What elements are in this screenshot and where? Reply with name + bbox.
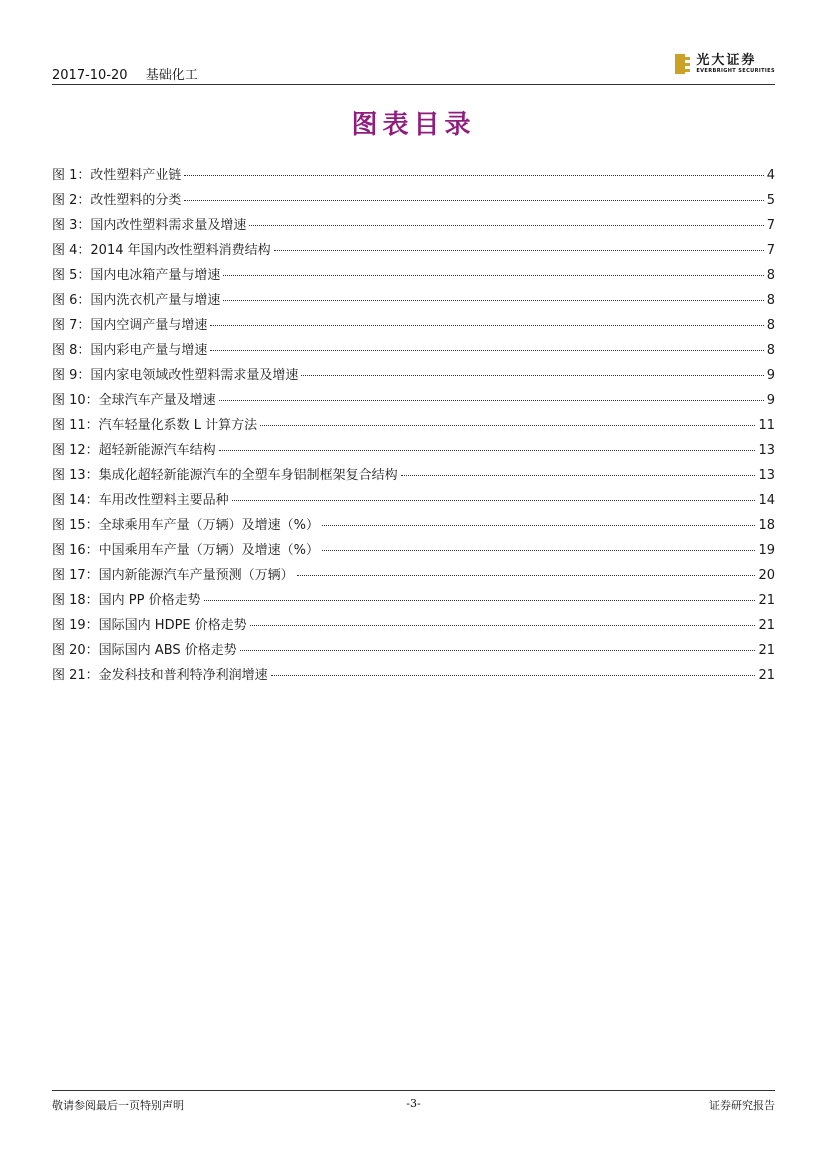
toc-entry-page[interactable]: 11 bbox=[758, 418, 775, 433]
toc-entry[interactable] bbox=[52, 614, 775, 639]
toc-entry-label[interactable]: 图 19：国际国内 HDPE 价格走势 bbox=[52, 618, 247, 633]
toc-entry[interactable] bbox=[52, 164, 775, 189]
toc-entry-label[interactable]: 图 7：国内空调产量与增速 bbox=[52, 318, 208, 333]
toc-dot-leader bbox=[240, 649, 756, 651]
toc-entry-page[interactable]: 19 bbox=[758, 543, 775, 558]
toc-entry[interactable] bbox=[52, 439, 775, 464]
toc-dot-leader bbox=[297, 574, 756, 576]
toc-entry[interactable] bbox=[52, 289, 775, 314]
toc-dot-leader bbox=[184, 174, 763, 176]
toc-entry[interactable] bbox=[52, 639, 775, 664]
company-logo bbox=[675, 52, 775, 76]
toc-entry[interactable] bbox=[52, 264, 775, 289]
toc-entry-page[interactable]: 14 bbox=[758, 493, 775, 508]
toc-entry-page[interactable]: 21 bbox=[758, 643, 775, 658]
toc-dot-leader bbox=[250, 624, 756, 626]
toc-entry-label[interactable]: 图 8：国内彩电产量与增速 bbox=[52, 343, 208, 358]
toc-dot-leader bbox=[271, 674, 756, 676]
toc-entry-page[interactable]: 8 bbox=[766, 343, 775, 358]
toc-entry-label[interactable]: 图 4：2014 年国内改性塑料消费结构 bbox=[52, 243, 271, 258]
toc-entry-label[interactable]: 图 9：国内家电领域改性塑料需求量及增速 bbox=[52, 368, 299, 383]
logo-mark-icon bbox=[675, 54, 691, 74]
toc-entry[interactable] bbox=[52, 339, 775, 364]
toc-dot-leader bbox=[219, 449, 756, 451]
toc-entry-label[interactable]: 图 11：汽车轻量化系数 L 计算方法 bbox=[52, 418, 258, 433]
header-topic: 基础化工 bbox=[145, 68, 198, 83]
toc-entry[interactable] bbox=[52, 664, 775, 689]
page-title: 图表目录 bbox=[351, 110, 476, 140]
toc-dot-leader bbox=[210, 349, 763, 351]
toc-dot-leader bbox=[401, 474, 756, 476]
toc-entry-page[interactable]: 9 bbox=[766, 393, 775, 408]
figure-index bbox=[52, 164, 775, 689]
toc-entry[interactable] bbox=[52, 314, 775, 339]
header-info bbox=[52, 64, 198, 83]
toc-entry[interactable] bbox=[52, 489, 775, 514]
toc-entry-page[interactable]: 8 bbox=[766, 293, 775, 308]
toc-dot-leader bbox=[322, 549, 755, 551]
toc-entry-label[interactable]: 图 5：国内电冰箱产量与增速 bbox=[52, 268, 221, 283]
toc-entry-label[interactable]: 图 18：国内 PP 价格走势 bbox=[52, 593, 201, 608]
toc-entry-page[interactable]: 8 bbox=[766, 268, 775, 283]
toc-entry[interactable] bbox=[52, 464, 775, 489]
toc-dot-leader bbox=[210, 324, 763, 326]
logo-english-name: EVERBRIGHT SECURITIES bbox=[696, 67, 775, 74]
toc-entry-page[interactable]: 21 bbox=[758, 593, 775, 608]
toc-entry-page[interactable]: 9 bbox=[766, 368, 775, 383]
toc-entry-label[interactable]: 图 3：国内改性塑料需求量及增速 bbox=[52, 218, 247, 233]
page-number: -3- bbox=[406, 1097, 421, 1110]
toc-dot-leader bbox=[204, 599, 756, 601]
toc-entry-label[interactable]: 图 21：金发科技和普利特净利润增速 bbox=[52, 668, 268, 683]
toc-entry-page[interactable]: 4 bbox=[766, 168, 775, 183]
toc-entry-page[interactable]: 5 bbox=[766, 193, 775, 208]
toc-dot-leader bbox=[322, 524, 755, 526]
toc-entry-label[interactable]: 图 16：中国乘用车产量（万辆）及增速（%） bbox=[52, 543, 320, 558]
page-header bbox=[52, 52, 775, 85]
toc-entry-page[interactable]: 7 bbox=[766, 218, 775, 233]
toc-dot-leader bbox=[223, 299, 763, 301]
toc-entry-page[interactable]: 13 bbox=[758, 468, 775, 483]
toc-entry[interactable] bbox=[52, 189, 775, 214]
toc-entry-label[interactable]: 图 14：车用改性塑料主要品种 bbox=[52, 493, 229, 508]
toc-entry[interactable] bbox=[52, 564, 775, 589]
toc-entry-page[interactable]: 7 bbox=[766, 243, 775, 258]
toc-dot-leader bbox=[260, 424, 755, 426]
logo-chinese-name: 光大证券 bbox=[696, 52, 757, 68]
toc-dot-leader bbox=[301, 374, 763, 376]
toc-entry-page[interactable]: 21 bbox=[758, 668, 775, 683]
header-date: 2017-10-20 bbox=[52, 68, 128, 83]
toc-entry-label[interactable]: 图 13：集成化超轻新能源汽车的全塑车身铝制框架复合结构 bbox=[52, 468, 398, 483]
toc-entry-page[interactable]: 18 bbox=[758, 518, 775, 533]
toc-dot-leader bbox=[232, 499, 756, 501]
toc-dot-leader bbox=[184, 199, 763, 201]
toc-entry-label[interactable]: 图 15：全球乘用车产量（万辆）及增速（%） bbox=[52, 518, 320, 533]
toc-dot-leader bbox=[223, 274, 763, 276]
toc-dot-leader bbox=[249, 224, 763, 226]
toc-entry[interactable] bbox=[52, 539, 775, 564]
toc-entry[interactable] bbox=[52, 589, 775, 614]
toc-entry[interactable] bbox=[52, 239, 775, 264]
toc-entry-page[interactable]: 21 bbox=[758, 618, 775, 633]
toc-entry-label[interactable]: 图 1：改性塑料产业链 bbox=[52, 168, 182, 183]
toc-entry-label[interactable]: 图 17：国内新能源汽车产量预测（万辆） bbox=[52, 568, 294, 583]
footer-disclaimer: 敬请参阅最后一页特别声明 bbox=[52, 1099, 184, 1112]
toc-dot-leader bbox=[219, 399, 764, 401]
toc-entry[interactable] bbox=[52, 364, 775, 389]
toc-entry[interactable] bbox=[52, 514, 775, 539]
toc-entry-label[interactable]: 图 6：国内洗衣机产量与增速 bbox=[52, 293, 221, 308]
toc-entry-page[interactable]: 13 bbox=[758, 443, 775, 458]
toc-dot-leader bbox=[274, 249, 764, 251]
toc-entry-page[interactable]: 8 bbox=[766, 318, 775, 333]
footer-report-type: 证券研究报告 bbox=[709, 1099, 775, 1112]
page-footer bbox=[52, 1090, 775, 1121]
toc-entry-label[interactable]: 图 10：全球汽车产量及增速 bbox=[52, 393, 216, 408]
toc-entry-label[interactable]: 图 12：超轻新能源汽车结构 bbox=[52, 443, 216, 458]
toc-entry-label[interactable]: 图 20：国际国内 ABS 价格走势 bbox=[52, 643, 237, 658]
toc-entry[interactable] bbox=[52, 414, 775, 439]
toc-entry[interactable] bbox=[52, 214, 775, 239]
toc-entry-label[interactable]: 图 2：改性塑料的分类 bbox=[52, 193, 182, 208]
toc-entry[interactable] bbox=[52, 389, 775, 414]
toc-entry-page[interactable]: 20 bbox=[758, 568, 775, 583]
